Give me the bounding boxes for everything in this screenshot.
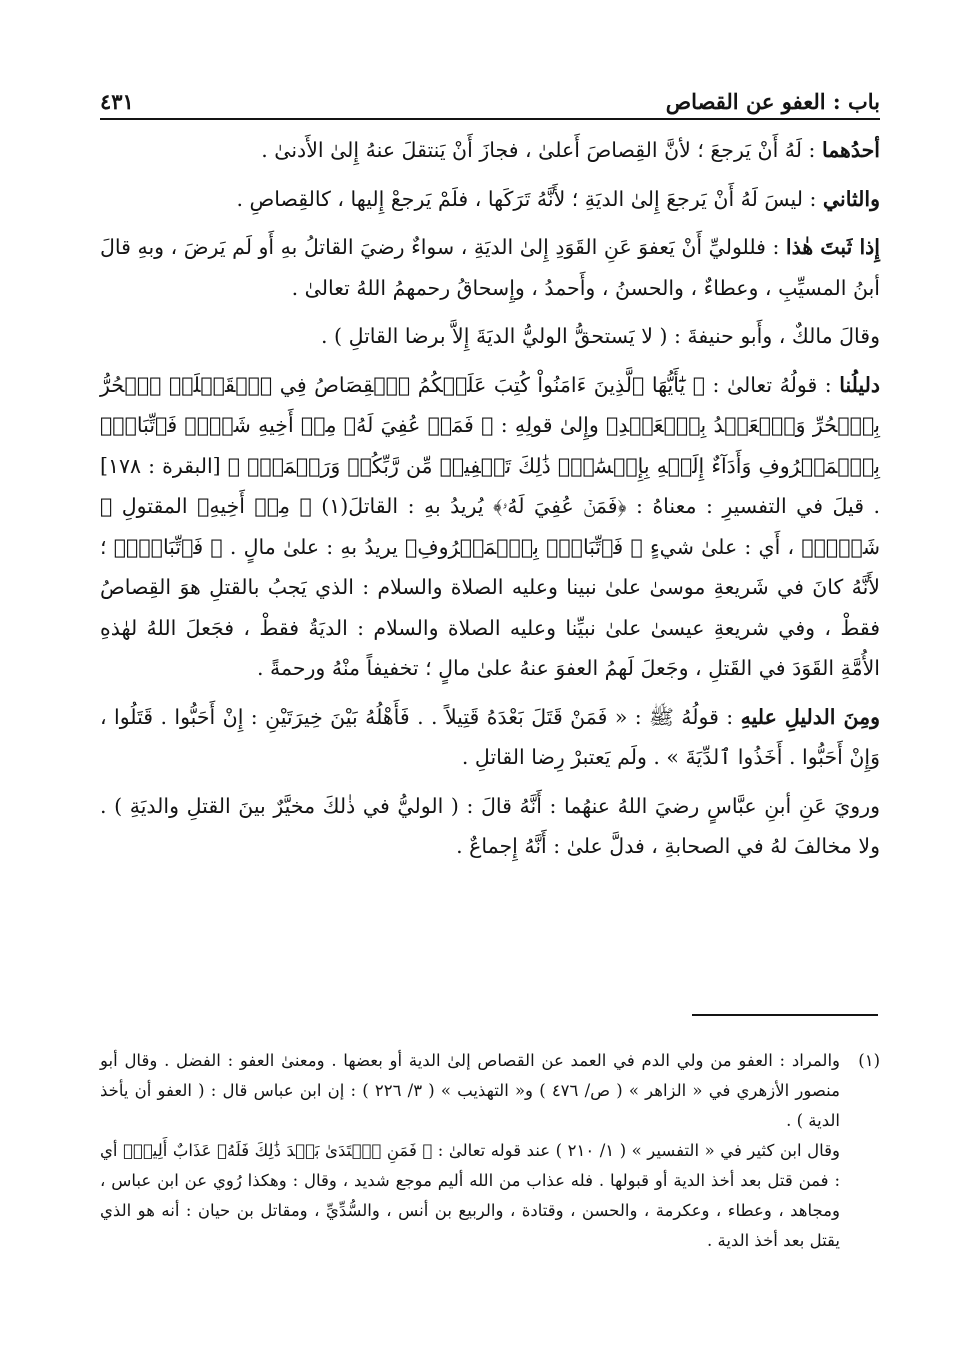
paragraph-first-view [100, 130, 880, 171]
footnote-rule [692, 1014, 878, 1016]
header-rule [100, 118, 880, 120]
paragraph-lead: والثاني [822, 186, 880, 211]
paragraph-text: : فللوليِّ أَنْ يَعفوَ عَنِ القَوَدِ إِلىٰ الديَةِ ، سواءٌ رضيَ القاتلُ بهِ أَو لَم يَرضَ ، وبهِ قالَ أبنُ المسيِّبِ ، وعطاءٌ ، والحسنُ ، وأَحمدُ ، وإِسحاقُ رحمهمُ اللهُ تعالىٰ . [100, 235, 880, 300]
paragraph-lead: دليلُنا [839, 372, 880, 397]
running-header [100, 80, 880, 114]
paragraph-lead: أحدُهما [821, 138, 880, 162]
footnote-text-continued: وقال ابن كثير في « التفسير » ( ١/ ٢١٠ ) عند قوله تعالىٰ : ﴿ فَمَنِ ٱعۡتَدَىٰ بَعۡدَ ذَٰلِكَ فَلَهُۥ عَذَابٌ أَلِيمٞ﴾ أي : فمن قتل بعد أخذ الدية أو قبولها . فله عذاب من الله أليم موجع شديد ، وقال : وهكذا رُوي عن ابن عباس ، ومجاهد ، وعطاء ، وعكرمة ، والحسن ، وقتادة ، والربيع بن أنس ، والسُّدِّيِّ ، ومقاتل بن حيان : أنه هو الذي يقتل بعد أخذ الدية . [100, 1141, 840, 1250]
paragraph-lead: ومِنَ الدليلِ عليهِ [740, 704, 880, 729]
paragraph-evidence [100, 365, 880, 689]
paragraph-ibn-abbas [100, 786, 880, 867]
page-number: ٤٣١ [100, 89, 134, 114]
paragraph-text: وقالَ مالكٌ ، وأَبو حنيفةَ : ( لا يَستحقُّ الوليُّ الديَةَ إِلاَّ برضا القاتلِ ) . [321, 324, 880, 348]
paragraph-hadith [100, 697, 880, 778]
paragraph-lead: إِذا ثَبتَ هٰذا [785, 235, 880, 259]
paragraph-established [100, 227, 880, 308]
main-text [100, 130, 880, 875]
paragraph-text: : ليسَ لَهُ أَنْ يَرجعَ إِلىٰ الديَةِ ؛ لأَنَّهُ تَرَكَها ، فلَمْ يَرجعْ إِليها ، كالقِصاصِ . [236, 186, 823, 211]
footnotes [100, 1046, 880, 1256]
footnote-text: والمراد : العفو من ولي الدم في العمد عن القصاص إلىٰ الدية أو بعضها . ومعنىٰ العفو : الفضل . وقال أبو منصور الأزهري في « الزاهر » ( ص/ ٤٧٦ ) و« التهذيب » ( ٣/ ٢٢٦ ) : إن ابن عباس قال : ( العفو أن يأخذ الدية ) . [100, 1051, 840, 1130]
paragraph-text: : قولُهُ ﷺ : « فَمَنْ قَتَلَ بَعْدَهُ قَتِيلاً . . فَأَهْلُهُ بَيْنَ خِيرَتَيْنِ : إِنْ أَحَبُّوا . قَتَلُوا ، وَإِنْ أَحَبُّوا . أَخَذُوا ٱلدِّيَةَ » . ولَم يَعتبرْ رِضا القاتلِ . [100, 704, 880, 769]
paragraph-malik-abu-hanifa [100, 316, 880, 357]
paragraph-text: : لَهُ أَنْ يَرجعَ ؛ لأنَّ القِصاصَ أَعلىٰ ، فجازَ أَنْ يَنتقلَ عنهُ إِلىٰ الأَدنىٰ . [261, 138, 822, 162]
paragraph-text: ورويَ عَنِ أبنِ عبَّاسٍ رضيَ اللهُ عنهُما : أَنَّهُ قالَ : ( الوليُّ في ذٰلكَ مخيَّرٌ بينَ القتلِ والديَةِ ) . ولا مخالفَ لهُ في الصحابةِ ، فدلَّ علىٰ : أَنَّهُ إِجماعٌ . [100, 793, 880, 858]
paragraph-second-view [100, 179, 880, 220]
paragraph-text: : قولُهُ تعالىٰ : ﴿ يَٰٓأَيُّهَا ٱلَّذِينَ ءَامَنُواْ كُتِبَ عَلَيۡكُمُ ٱلۡقِصَاصُ فِي ٱلۡقَتۡلَىۖ ٱلۡحُرُّ بِٱلۡحُرِّ وَٱلۡعَبۡدُ بِٱلۡعَبۡدِ﴾ وإِلىٰ قولِهِ : ﴿ فَمَنۡ عُفِيَ لَهُۥ مِنۡ أَخِيهِ شَيۡءٞ فَٱتِّبَاعُۢ بِٱلۡمَعۡرُوفِ وَأَدَآءٌ إِلَيۡهِ بِإِحۡسَٰنٖۗ ذَٰلِكَ تَخۡفِيفٞ مِّن رَّبِّكُمۡ وَرَحۡمَةٞۗ ﴾ [البقرة : ١٧٨] . قيلَ في التفسيرِ : معناهُ : ﴿فَمَنۡ عُفِيَ لَهُۥ﴾ يُريدُ بهِ : القاتلَ(١) ﴿ مِنۡ أَخِيهِ﴾ المقتولِ ﴿ شَيۡءٞ﴾ ، أَي : علىٰ شيءٍ ﴿ فَٱتِّبَاعُۢ بِٱلۡمَعۡرُوفِ﴾ يريدُ بهِ : علىٰ مالٍ . ﴿ فَٱتِّبَاعُۢ﴾ ؛ لأَنَّهُ كانَ في شَريعةِ موسىٰ علىٰ نبينا وعليه الصلاة والسلام : الذي يَجبُ بالقتلِ هوَ القِصاصُ فقطْ ، وفي شريعةِ عيسىٰ علىٰ نبيِّنا وعليه الصلاة والسلام : الديَةُ فقطْ ، فجَعلَ اللهُ لهٰذهِ الأُمَّةِ القَوَدَ في القَتلِ ، وجَعلَ لَهمُ العفوَ عنهُ علىٰ مالٍ ؛ تخفيفاً منْهُ ورحمةً . [100, 372, 881, 680]
chapter-title: باب : العفو عن القصاص [665, 89, 880, 114]
footnote-number: (١) [858, 1051, 880, 1070]
footnote-1 [100, 1046, 880, 1136]
